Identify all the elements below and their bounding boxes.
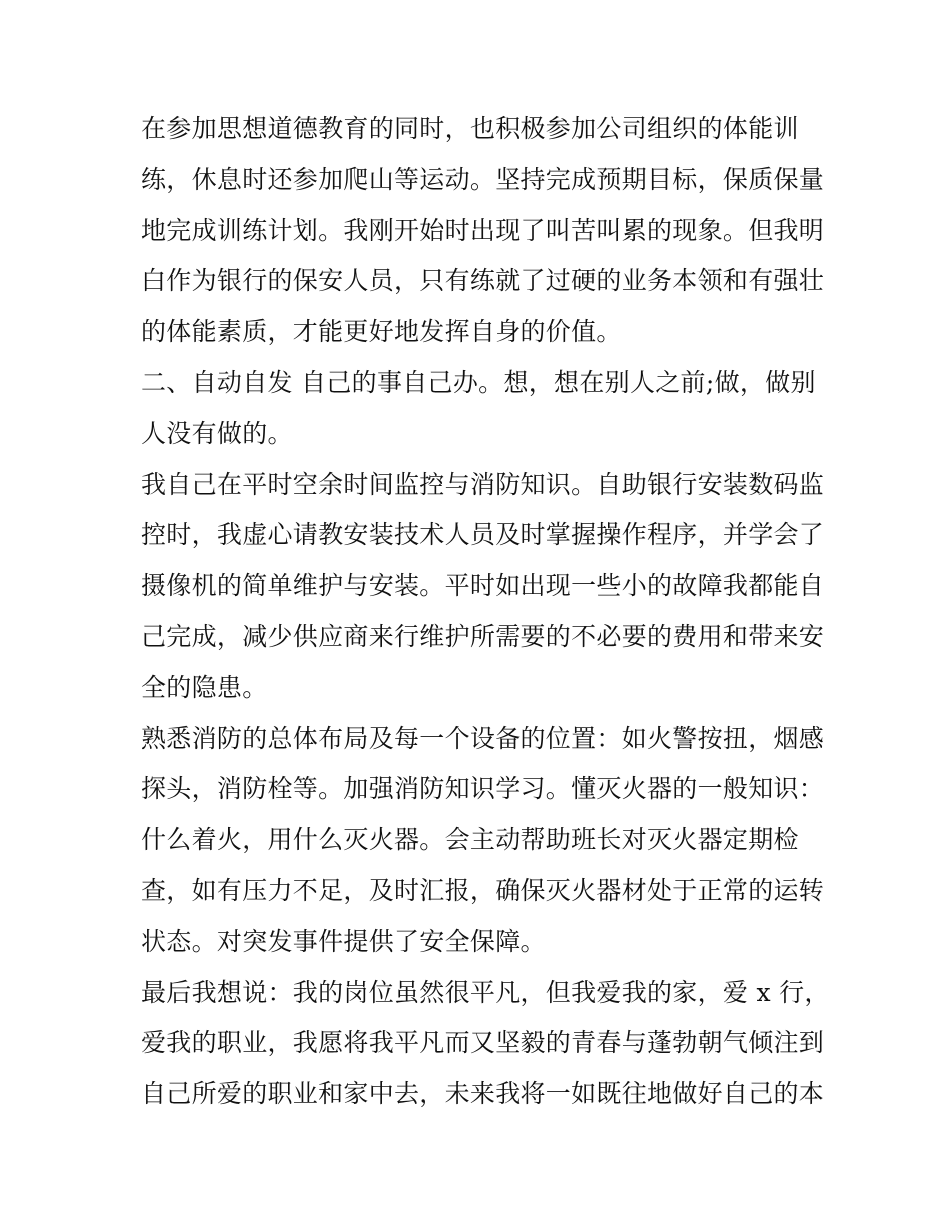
text-line: 最后我想说：我的岗位虽然很平凡，但我爱我的家，爱 x 行， [141, 977, 830, 1007]
text-line: 全的隐患。 [141, 672, 268, 702]
text-line: 白作为银行的保安人员，只有练就了过硬的业务本领和有强壮 [141, 266, 825, 296]
text-line: 练，休息时还参加爬山等运动。坚持完成预期目标，保质保量 [141, 164, 825, 194]
text-line: 人没有做的。 [141, 418, 293, 448]
text-line: 查，如有压力不足，及时汇报，确保灭火器材处于正常的运转 [141, 875, 825, 905]
text-line: 状态。对突发事件提供了安全保障。 [141, 926, 546, 956]
text-line: 什么着火，用什么灭火器。会主动帮助班长对灭火器定期检 [141, 825, 799, 855]
text-line: 爱我的职业，我愿将我平凡而又坚毅的青春与蓬勃朝气倾注到 [141, 1028, 825, 1058]
text-line: 探头，消防栓等。加强消防知识学习。懂灭火器的一般知识： [141, 774, 825, 804]
document-body [141, 104, 830, 1120]
text-line: 地完成训练计划。我刚开始时出现了叫苦叫累的现象。但我明 [141, 215, 825, 245]
text-line: 控时，我虚心请教安装技术人员及时掌握操作程序，并学会了 [141, 520, 825, 550]
text-line: 在参加思想道德教育的同时，也积极参加公司组织的体能训 [141, 114, 799, 143]
text-line: 二、自动自发 自己的事自己办。想，想在别人之前;做，做别 [141, 367, 816, 397]
text-line: 自己所爱的职业和家中去，未来我将一如既往地做好自己的本 [141, 1079, 825, 1109]
text-line: 熟悉消防的总体布局及每一个设备的位置：如火警按扭，烟感 [141, 723, 825, 753]
text-line: 的体能素质，才能更好地发挥自身的价值。 [141, 317, 622, 347]
text-line: 摄像机的简单维护与安装。平时如出现一些小的故障我都能自 [141, 571, 825, 601]
text-line: 己完成，减少供应商来行维护所需要的不必要的费用和带来安 [141, 621, 825, 651]
text-line: 我自己在平时空余时间监控与消防知识。自助银行安装数码监 [141, 469, 825, 499]
